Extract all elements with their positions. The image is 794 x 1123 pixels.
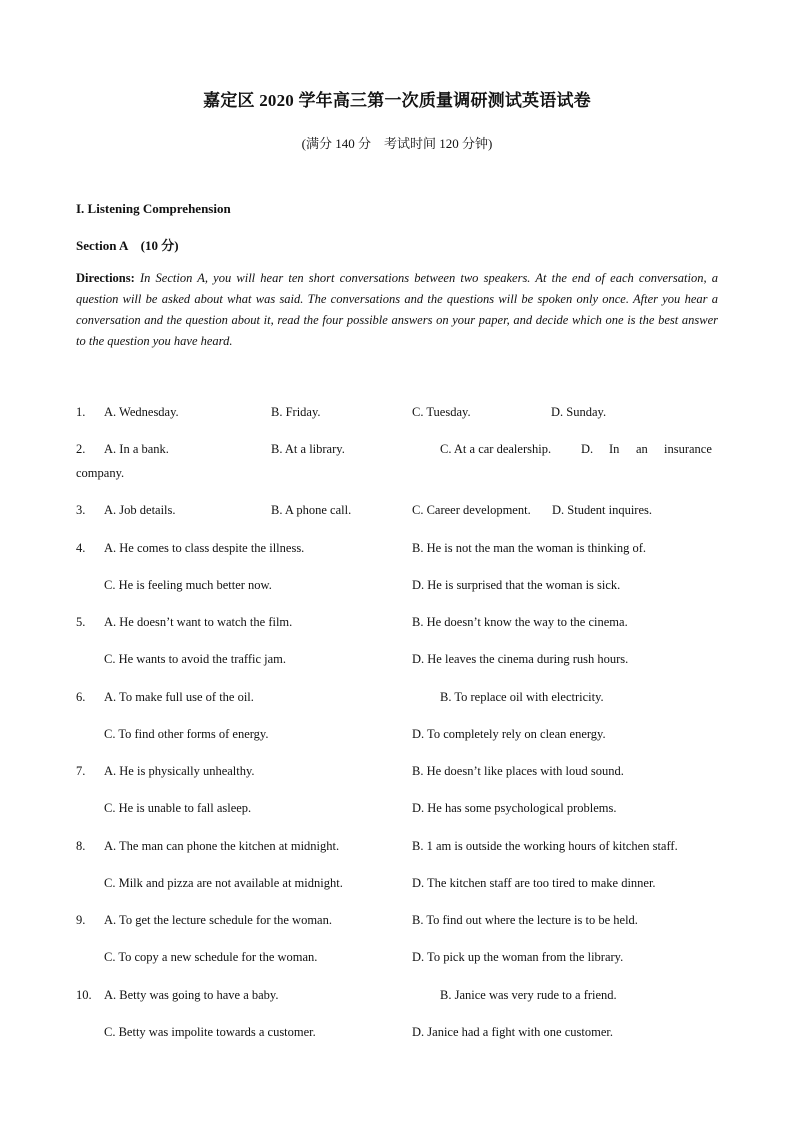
question-3 xyxy=(76,503,718,523)
question-9-row-2 xyxy=(76,950,718,970)
directions-text: In Section A, you will hear ten short conversations between two speakers. At the end of each conversation, a question will be asked about what was said. The conversations and the questions will be spoken only once. After you hear a conversation and the question about it, read the four possible answers on your paper, and decide which one is the best answer to the question you have heard. xyxy=(76,271,719,348)
option-d: D. He has some psychological problems. xyxy=(412,801,617,815)
option-c: C. He is unable to fall asleep. xyxy=(104,801,252,815)
option-a: A. In a bank. xyxy=(104,442,169,456)
option-b: B. Friday. xyxy=(271,405,321,419)
question-number: 10. xyxy=(76,988,92,1002)
option-d: D. To completely rely on clean energy. xyxy=(412,727,606,741)
question-number: 7. xyxy=(76,764,86,778)
option-d: D. He leaves the cinema during rush hours. xyxy=(412,652,629,666)
option-b: B. He doesn’t like places with loud sound. xyxy=(412,764,624,778)
option-d: D. To pick up the woman from the library. xyxy=(412,950,624,964)
option-d-word: In xyxy=(609,442,620,456)
question-2 xyxy=(76,442,718,462)
directions xyxy=(76,268,718,352)
question-number: 2. xyxy=(76,442,86,456)
option-c: C. To copy a new schedule for the woman. xyxy=(104,950,318,964)
option-a: A. The man can phone the kitchen at midnight. xyxy=(104,839,340,853)
question-5 xyxy=(76,615,718,635)
question-8 xyxy=(76,839,718,859)
option-a: A. He is physically unhealthy. xyxy=(104,764,255,778)
question-4 xyxy=(76,541,718,561)
question-10 xyxy=(76,988,718,1008)
question-10-row-2 xyxy=(76,1025,718,1045)
option-c: C. To find other forms of energy. xyxy=(104,727,269,741)
option-c: C. Tuesday. xyxy=(412,405,471,419)
option-d-continuation: company. xyxy=(76,466,125,480)
option-a: A. Job details. xyxy=(104,503,176,517)
option-a: A. He comes to class despite the illness. xyxy=(104,541,305,555)
question-number: 8. xyxy=(76,839,86,853)
option-c: C. Betty was impolite towards a customer. xyxy=(104,1025,316,1039)
option-a: A. He doesn’t want to watch the film. xyxy=(104,615,293,629)
option-d-word: insurance xyxy=(664,442,712,456)
option-b: B. To replace oil with electricity. xyxy=(440,690,604,704)
option-c: C. Milk and pizza are not available at midnight. xyxy=(104,876,343,890)
question-number: 5. xyxy=(76,615,86,629)
question-number: 4. xyxy=(76,541,86,555)
option-c: C. Career development. xyxy=(412,503,531,517)
option-b: B. To find out where the lecture is to be held. xyxy=(412,913,638,927)
option-b: B. 1 am is outside the working hours of kitchen staff. xyxy=(412,839,678,853)
exam-title: 嘉定区 2020 学年高三第一次质量调研测试英语试卷 xyxy=(203,91,591,110)
directions-label: Directions: xyxy=(76,271,135,285)
option-c: C. He wants to avoid the traffic jam. xyxy=(104,652,287,666)
option-c: C. He is feeling much better now. xyxy=(104,578,272,592)
section-heading: Section A (10 分) xyxy=(76,238,179,253)
question-number: 6. xyxy=(76,690,86,704)
question-number: 3. xyxy=(76,503,86,517)
option-b: B. Janice was very rude to a friend. xyxy=(440,988,617,1002)
question-8-row-2 xyxy=(76,876,718,896)
option-a: A. To make full use of the oil. xyxy=(104,690,254,704)
question-7-row-2 xyxy=(76,801,718,821)
option-c: C. At a car dealership. xyxy=(440,442,552,456)
question-9 xyxy=(76,913,718,933)
question-1 xyxy=(76,405,718,425)
question-6-row-2 xyxy=(76,727,718,747)
option-d: D. Student inquires. xyxy=(552,503,652,517)
question-7 xyxy=(76,764,718,784)
question-6 xyxy=(76,690,718,710)
question-number: 9. xyxy=(76,913,86,927)
question-number: 1. xyxy=(76,405,86,419)
question-5-row-2 xyxy=(76,652,718,672)
option-b: B. A phone call. xyxy=(271,503,352,517)
option-a: A. Wednesday. xyxy=(104,405,179,419)
question-4-row-2 xyxy=(76,578,718,598)
option-d-label: D. xyxy=(581,442,594,456)
option-b: B. He doesn’t know the way to the cinema. xyxy=(412,615,628,629)
option-a: A. To get the lecture schedule for the woman. xyxy=(104,913,332,927)
option-d: D. The kitchen staff are too tired to make dinner. xyxy=(412,876,656,890)
option-d: D. Sunday. xyxy=(551,405,607,419)
option-d: D. He is surprised that the woman is sick. xyxy=(412,578,621,592)
option-b: B. At a library. xyxy=(271,442,345,456)
exam-subtitle: (满分 140 分 考试时间 120 分钟) xyxy=(301,136,493,151)
part-heading: I. Listening Comprehension xyxy=(76,201,231,216)
option-d: D. Janice had a fight with one customer. xyxy=(412,1025,613,1039)
option-d-word: an xyxy=(636,442,648,456)
option-a: A. Betty was going to have a baby. xyxy=(104,988,279,1002)
option-b: B. He is not the man the woman is thinking of. xyxy=(412,541,647,555)
